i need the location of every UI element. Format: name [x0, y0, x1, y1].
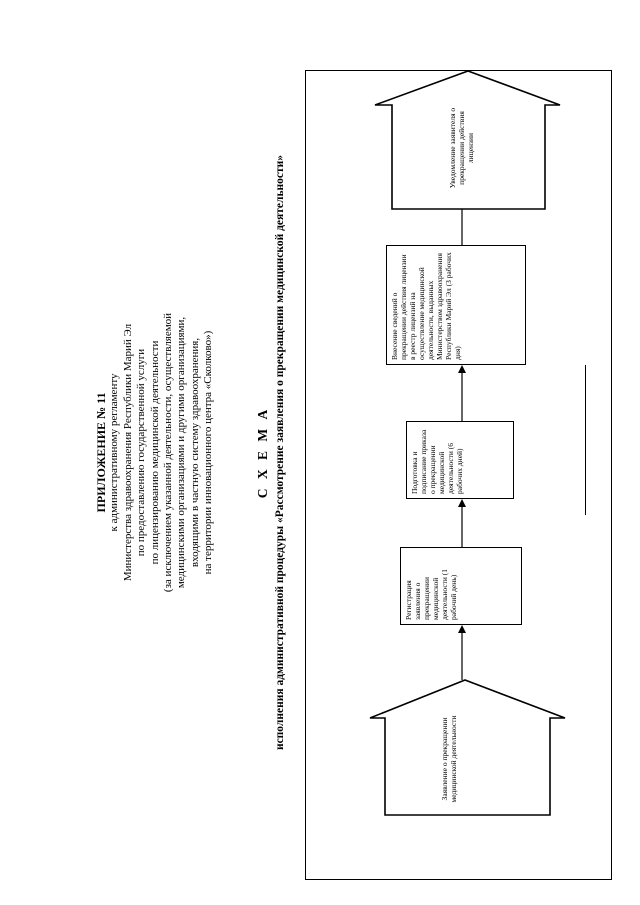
appendix-line: к административному регламенту	[108, 373, 121, 532]
scheme-subtitle: исполнения административной процедуры «Рассмотрение заявления о прекращении медицинской деятельности»	[274, 154, 286, 751]
separator-line	[585, 365, 586, 515]
connector-3-head	[458, 365, 466, 373]
appendix-line: по лицензированию медицинской деятельности	[148, 340, 161, 565]
start-arrow-shape	[370, 680, 565, 815]
appendix-title: ПРИЛОЖЕНИЕ № 11	[94, 392, 108, 513]
appendix-line: входящими в частную систему здравоохранения,	[188, 337, 201, 568]
appendix-line: Министерства здравоохранения Республики Марий Эл	[121, 323, 134, 582]
end-arrow-label: Уведомление заявителя о прекращении действия лицензии	[448, 107, 475, 189]
step-box-2: Подготовка и подписание приказа о прекращении медицинской деятельности (6 рабочих дней)	[406, 421, 514, 499]
step-box-1: Регистрация заявления о прекращении медицинской деятельности (1 рабочий день)	[400, 547, 522, 625]
scheme-title: С Х Е М А	[255, 406, 270, 499]
appendix-line: на территории инновационного центра «Сколково»)	[202, 330, 215, 575]
appendix-line: (за исключением указанной деятельности, осуществляемой	[162, 312, 175, 593]
connector-2-head	[458, 499, 466, 507]
connector-1-head	[458, 625, 466, 633]
appendix-line: по предоставлению государственной услуги	[135, 348, 148, 557]
start-arrow-label: Заявление о прекращении медицинской деятельности	[440, 715, 458, 803]
step-box-3: Внесение сведений о прекращении действия лицензии в реестр лицензий на осуществление медицинской деятельности, выданных Министерством здравоохранения Республики Марий Эл (3 рабочих дня)	[386, 245, 526, 365]
appendix-line: медицинскими организациями и другими организациями,	[175, 316, 188, 589]
